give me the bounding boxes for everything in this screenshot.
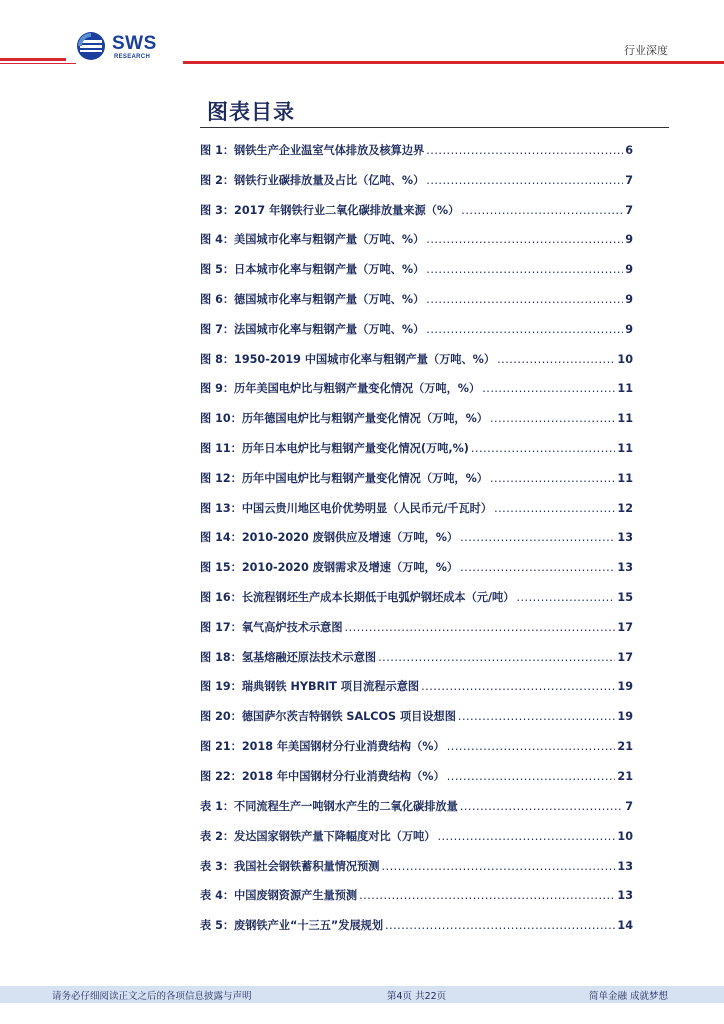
toc-entry-page: 7: [625, 800, 633, 813]
toc-entry-page: 21: [617, 769, 633, 783]
toc-entry-page: 13: [617, 561, 633, 575]
toc-leader-dots: [426, 293, 623, 306]
toc-entry-label: 图 15：2010-2020 废钢需求及增速（万吨，%）: [200, 561, 459, 575]
header-rule-right: [183, 61, 724, 64]
logo-mark-icon: [76, 31, 106, 61]
toc-entry-label: 图 13：中国云贵川地区电价优势明显（人民币元/千瓦时）: [200, 501, 493, 515]
toc-entry[interactable]: [200, 172, 633, 202]
toc-entry-page: 11: [617, 382, 633, 396]
toc-entry-page: 10: [617, 829, 633, 843]
toc-leader-dots: [437, 830, 615, 843]
toc-entry[interactable]: [200, 589, 633, 619]
toc-entry-label: 图 19：瑞典钢铁 HYBRIT 项目流程示意图: [200, 680, 420, 694]
toc-entry[interactable]: [200, 858, 633, 888]
title-divider: [200, 127, 669, 128]
toc-entry-label: 图 1：钢铁生产企业温室气体排放及核算边界: [200, 144, 425, 157]
toc-entry-label: 表 5：废钢铁产业“十三五”发展规划: [200, 919, 384, 933]
toc-entry-page: 11: [617, 441, 633, 455]
toc-entry[interactable]: [200, 440, 633, 470]
toc-entry-page: 9: [625, 233, 633, 247]
toc-entry-page: 9: [625, 292, 633, 306]
toc-entry-label: 图 22：2018 年中国钢材分行业消费结构（%）: [200, 769, 445, 783]
toc-entry-page: 17: [617, 650, 633, 664]
toc-entry-label: 表 3：我国社会钢铁蓄积量情况预测: [200, 859, 380, 873]
toc-entry[interactable]: [200, 708, 633, 738]
toc-entry-page: 15: [617, 590, 633, 604]
toc-leader-dots: [378, 651, 615, 664]
toc-entry-label: 图 11：历年日本电炉比与粗钢产量变化情况(万吨,%): [200, 441, 469, 455]
toc-entry-label: 图 10：历年德国电炉比与粗钢产量变化情况（万吨，%）: [200, 412, 488, 426]
toc-entry-label: 图 17：氧气高炉技术示意图: [200, 620, 343, 634]
toc-entry-label: 图 9：历年美国电炉比与粗钢产量变化情况（万吨，%）: [200, 382, 481, 396]
toc-entry[interactable]: [200, 380, 633, 410]
toc-entry-page: 11: [617, 471, 633, 485]
toc-entry[interactable]: [200, 321, 633, 351]
toc-entry-label: 图 8：1950-2019 中国城市化率与粗钢产量（万吨、%）: [200, 352, 496, 366]
toc-leader-dots: [385, 919, 615, 932]
toc-entry[interactable]: [200, 500, 633, 530]
toc-entry-page: 9: [625, 322, 633, 336]
toc-leader-dots: [490, 472, 615, 485]
toc-entry-page: 11: [617, 412, 633, 426]
toc-leader-dots: [460, 531, 615, 544]
toc-entry-label: 图 21：2018 年美国钢材分行业消费结构（%）: [200, 739, 445, 753]
toc-leader-dots: [458, 710, 616, 723]
toc-entry[interactable]: [200, 828, 633, 858]
toc-leader-dots: [516, 591, 615, 604]
toc-leader-dots: [426, 174, 623, 187]
toc-leader-dots: [494, 502, 615, 515]
footer-slogan: 简单金融 成就梦想: [588, 991, 668, 1002]
logo-subtext: RESEARCH: [114, 54, 151, 60]
toc-entry[interactable]: [200, 529, 633, 559]
toc-entry[interactable]: [200, 649, 633, 679]
toc-entry-page: 19: [617, 680, 633, 694]
toc-leader-dots: [382, 860, 616, 873]
toc-entry-label: 图 6：德国城市化率与粗钢产量（万吨、%）: [200, 292, 425, 306]
toc-entry[interactable]: [200, 798, 633, 828]
toc-entry-label: 图 20：德国萨尔茨吉特钢铁 SALCOS 项目设想图: [200, 710, 456, 724]
toc-entry-label: 图 14：2010-2020 废钢供应及增速（万吨，%）: [200, 531, 459, 545]
toc-entry-label: 图 18：氢基熔融还原法技术示意图: [200, 650, 377, 664]
toc-leader-dots: [490, 412, 615, 425]
toc-entry-page: 7: [625, 203, 633, 217]
toc-leader-dots: [447, 770, 616, 783]
toc-entry-page: 19: [617, 710, 633, 724]
toc-leader-dots: [497, 353, 615, 366]
toc-entry-page: 14: [617, 919, 633, 933]
toc-entry[interactable]: [200, 887, 633, 917]
toc-entry-label: 表 2：发达国家钢铁产量下降幅度对比（万吨）: [200, 829, 436, 843]
toc-leader-dots: [359, 889, 615, 902]
toc-entry-page: 12: [617, 501, 633, 515]
logo-text: SWS: [112, 33, 157, 54]
toc-entry[interactable]: [200, 410, 633, 440]
toc-leader-dots: [471, 442, 616, 455]
company-logo: [76, 31, 166, 65]
header-rule: [0, 58, 66, 61]
toc-leader-dots: [421, 680, 615, 693]
toc-entry[interactable]: [200, 917, 633, 947]
toc-leader-dots: [426, 323, 623, 336]
toc-leader-dots: [426, 233, 623, 246]
toc-entry-label: 图 12：历年中国电炉比与粗钢产量变化情况（万吨，%）: [200, 471, 488, 485]
footer-disclaimer: 请务必仔细阅读正文之后的各项信息披露与声明: [52, 991, 252, 1002]
toc-entry-page: 10: [617, 352, 633, 366]
toc-leader-dots: [461, 204, 623, 217]
toc-entry[interactable]: [200, 351, 633, 381]
toc-entry[interactable]: [200, 202, 633, 232]
toc-entry[interactable]: [200, 619, 633, 649]
toc-entry-label: 图 4：美国城市化率与粗钢产量（万吨、%）: [200, 233, 425, 247]
toc-entry[interactable]: [200, 559, 633, 589]
toc-entry-page: 9: [625, 263, 633, 277]
toc-entry-label: 图 7：法国城市化率与粗钢产量（万吨、%）: [200, 322, 425, 336]
toc-entry[interactable]: [200, 768, 633, 798]
toc-leader-dots: [447, 740, 616, 753]
toc-entry-page: 13: [617, 531, 633, 545]
toc-leader-dots: [426, 144, 623, 157]
toc-entry-label: 图 5：日本城市化率与粗钢产量（万吨、%）: [200, 263, 425, 277]
toc-entry-label: 表 4：中国废钢资源产生量预测: [200, 889, 358, 903]
toc-entry[interactable]: [200, 678, 633, 708]
figure-toc-list: [200, 142, 633, 798]
toc-leader-dots: [426, 263, 623, 276]
toc-entry-page: 7: [625, 173, 633, 187]
toc-entry-label: 表 1：不同流程生产一吨钢水产生的二氧化碳排放量: [200, 800, 458, 813]
toc-leader-dots: [460, 561, 615, 574]
toc-entry-label: 图 2：钢铁行业碳排放量及占比（亿吨、%）: [200, 173, 425, 187]
toc-entry[interactable]: [200, 291, 633, 321]
toc-entry-label: 图 3：2017 年钢铁行业二氧化碳排放量来源（%）: [200, 203, 460, 217]
toc-entry-page: 6: [625, 144, 633, 157]
toc-entry[interactable]: [200, 231, 633, 261]
toc-entry-label: 图 16：长流程钢坯生产成本长期低于电弧炉钢坯成本（元/吨）: [200, 590, 515, 604]
toc-entry-page: 13: [617, 859, 633, 873]
toc-leader-dots: [482, 382, 615, 395]
toc-entry[interactable]: [200, 738, 633, 768]
header-rule-thin: [0, 63, 76, 64]
toc-entry-page: 13: [617, 889, 633, 903]
toc-entry-page: 17: [617, 620, 633, 634]
table-toc-list: [200, 798, 633, 947]
page-number: 第4页 共22页: [387, 991, 447, 1002]
page-title: 图表目录: [207, 100, 295, 124]
toc-entry[interactable]: [200, 261, 633, 291]
toc-entry[interactable]: [200, 142, 633, 172]
toc-leader-dots: [345, 621, 616, 634]
toc-entry-page: 21: [617, 739, 633, 753]
toc-leader-dots: [460, 800, 623, 813]
report-type-tag: 行业深度: [624, 44, 668, 57]
toc-entry[interactable]: [200, 470, 633, 500]
